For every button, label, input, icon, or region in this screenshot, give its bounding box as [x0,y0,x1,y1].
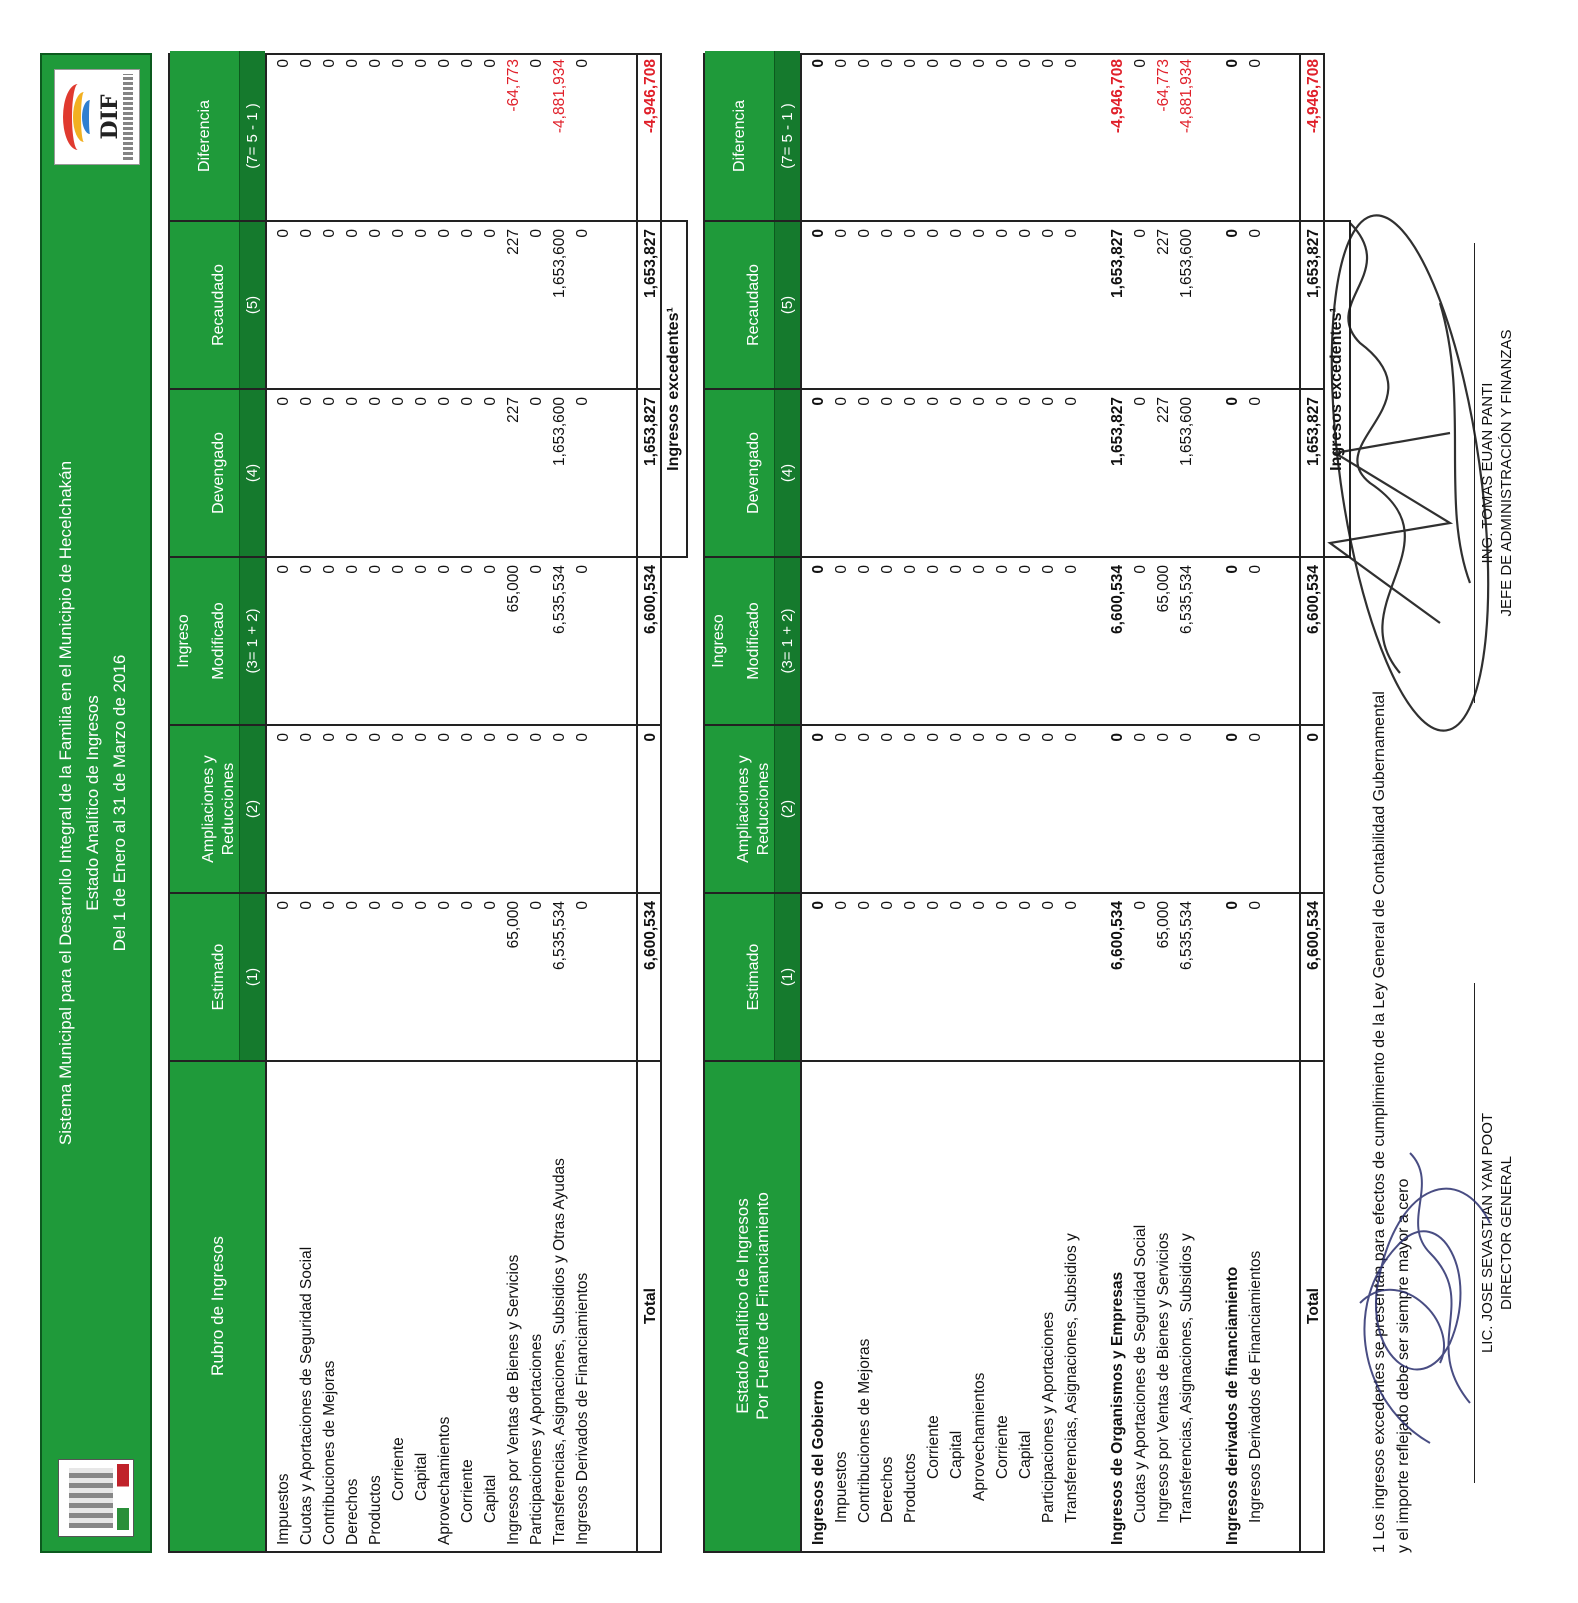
cell-mod: 0 [833,565,850,574]
recaudado-header-text-1: Recaudado [209,264,227,346]
cell-rec: 0 [275,229,292,238]
cell-amp: 0 [1063,733,1080,742]
cell-est: 0 [856,901,873,910]
cell-est: 65,000 [505,901,522,949]
cell-amp: 0 [948,733,965,742]
cell-dev: 0 [948,397,965,406]
cell-amp: 0 [367,733,384,742]
row-label: Ingresos Derivados de Financiamientos [1247,1250,1264,1523]
cell-est: 0 [367,901,384,910]
cell-dif: 0 [902,59,919,68]
cell-dev: 0 [574,397,591,406]
total-dev: 1,653,827 [642,397,659,466]
cell-amp: 0 [344,733,361,742]
cell-dev: 0 [810,397,827,406]
cell-amp: 0 [436,733,453,742]
cell-rec: 1,653,600 [1178,229,1195,298]
cell-rec: 0 [367,229,384,238]
cell-dev: 0 [925,397,942,406]
cell-est: 6,600,534 [1109,901,1126,970]
row-label: Capital [948,1430,965,1479]
cell-amp: 0 [1040,733,1057,742]
cell-rec: 1,653,827 [1109,229,1126,298]
cell-dev: 0 [298,397,315,406]
cell-est: 0 [1224,901,1241,910]
row-label: Aprovechamientos [971,1372,988,1501]
ingreso-group-label: Ingreso [175,614,192,668]
cell-amp: 0 [810,733,827,742]
cell-dif: 0 [879,59,896,68]
cell-rec: 0 [459,229,476,238]
cell-amp: 0 [879,733,896,742]
total-amp: 0 [642,733,659,742]
cell-rec: 0 [1224,229,1241,238]
total-est: 6,600,534 [1305,901,1322,970]
fuente-header-line-1: Estado Analítico de Ingresos [732,1198,752,1414]
footnote-line-1: 1 Los ingresos excedentes se presentan para efectos de cumplimiento de la Ley General de Contabilidad Gubernamental [1371,691,1388,1553]
cell-dev: 0 [1224,397,1241,406]
cell-rec: 227 [1155,229,1172,255]
recaudado-code-text: (5) [244,295,261,315]
cell-amp: 0 [1155,733,1172,742]
cell-amp: 0 [1247,733,1264,742]
cell-dev: 0 [367,397,384,406]
cell-dev: 227 [1155,397,1172,423]
cell-rec: 227 [505,229,522,255]
row-label: Capital [1017,1430,1034,1479]
row-label: Ingresos del Gobierno [810,1380,827,1545]
cell-mod: 0 [1017,565,1034,574]
cell-amp: 0 [321,733,338,742]
cell-est: 0 [948,901,965,910]
cell-mod: 0 [459,565,476,574]
row-label: Corriente [459,1459,476,1523]
cell-dev: 0 [971,397,988,406]
cell-amp: 0 [994,733,1011,742]
report-subtitle: Estado Analítico de Ingresos [83,695,102,911]
cell-est: 6,535,534 [1178,901,1195,970]
cell-est: 0 [459,901,476,910]
row-label: Capital [482,1474,499,1523]
cell-mod: 0 [390,565,407,574]
estimado-code-text: (1) [779,967,796,987]
row-label: Impuestos [833,1451,850,1523]
cell-dev: 0 [344,397,361,406]
ampliaciones-header-text-2: Reducciones [754,762,772,856]
ampliaciones-header-text-2: Reducciones [219,762,237,856]
row-label: Ingresos Derivados de Financiamientos [574,1272,591,1545]
cell-dif: 0 [344,59,361,68]
estimado-header-text-1: Estimado [209,943,227,1011]
cell-mod: 0 [948,565,965,574]
cell-amp: 0 [528,733,545,742]
cell-dif: 0 [1063,59,1080,68]
cell-mod: 0 [856,565,873,574]
cell-amp: 0 [1224,733,1241,742]
cell-mod: 0 [994,565,1011,574]
cell-rec: 0 [482,229,499,238]
ampliaciones-code-text: (2) [779,799,796,819]
cell-dif: 0 [1040,59,1057,68]
cell-dev: 0 [436,397,453,406]
row-label: Participaciones y Aportaciones [1040,1311,1057,1523]
total-rec: 1,653,827 [642,229,659,298]
row-label: Impuestos [275,1473,292,1545]
cell-dif: 0 [810,59,827,68]
cell-mod: 0 [321,565,338,574]
cell-amp: 0 [482,733,499,742]
row-label: Capital [413,1452,430,1501]
cell-rec: 0 [321,229,338,238]
cell-dev: 0 [1017,397,1034,406]
recaudado-code-text: (5) [779,295,796,315]
cell-est: 0 [298,901,315,910]
row-label: Ingresos derivados de financiamiento [1224,1266,1241,1545]
rubro-header-text: Rubro de Ingresos [207,1236,227,1376]
cell-mod: 0 [810,565,827,574]
cell-dif: 0 [948,59,965,68]
cell-mod: 0 [367,565,384,574]
cell-rec: 0 [413,229,430,238]
signature-right-name: ING. TOMAS EUAN PANTI [1479,382,1496,564]
signature-right-title: JEFE DE ADMINISTRACIÓN Y FINANZAS [1498,329,1515,617]
cell-dev: 0 [459,397,476,406]
cell-rec: 0 [436,229,453,238]
cell-amp: 0 [1178,733,1195,742]
total-label: Total [1305,1288,1322,1324]
cell-dif: -4,881,934 [1178,59,1195,134]
total-rec: 1,653,827 [1305,229,1322,298]
cell-est: 0 [344,901,361,910]
cell-est: 0 [1247,901,1264,910]
cell-amp: 0 [902,733,919,742]
total-dev: 1,653,827 [1305,397,1322,466]
cell-rec: 0 [925,229,942,238]
cell-mod: 0 [971,565,988,574]
cell-rec: 0 [856,229,873,238]
row-label: Ingresos de Organismos y Empresas [1109,1271,1126,1545]
estimado-code-text: (1) [244,967,261,987]
devengado-code-text: (4) [244,463,261,483]
cell-est: 0 [482,901,499,910]
cell-amp: 0 [551,733,568,742]
cell-dif: -4,881,934 [551,59,568,134]
row-label: Corriente [925,1415,942,1479]
modificado-code-text: (3= 1 + 2) [779,608,796,674]
row-label: Productos [902,1453,919,1523]
cell-dev: 1,653,600 [1178,397,1195,466]
cell-dif: 0 [275,59,292,68]
cell-mod: 65,000 [1155,565,1172,613]
row-label: Derechos [879,1456,896,1523]
cell-mod: 0 [436,565,453,574]
cell-est: 0 [971,901,988,910]
cell-amp: 0 [505,733,522,742]
cell-dif: 0 [413,59,430,68]
cell-dif: 0 [459,59,476,68]
total-dif: -4,946,708 [1305,59,1322,134]
cell-dif: 0 [574,59,591,68]
cell-dif: 0 [856,59,873,68]
ingreso-group-label: Ingreso [710,614,727,668]
row-label: Aprovechamientos [436,1416,453,1545]
row-label: Corriente [994,1415,1011,1479]
cell-est: 0 [994,901,1011,910]
cell-est: 0 [390,901,407,910]
cell-dif: -64,773 [1155,59,1172,112]
cell-dev: 0 [528,397,545,406]
ampliaciones-header-text-1: Ampliaciones y [199,755,217,863]
cell-rec: 0 [971,229,988,238]
cell-dif: 0 [833,59,850,68]
cell-rec: 0 [994,229,1011,238]
cell-dif: 0 [436,59,453,68]
row-label: Cuotas y Aportaciones de Seguridad Social [298,1246,315,1545]
cell-dev: 0 [1247,397,1264,406]
row-label: Participaciones y Aportaciones [528,1333,545,1545]
cell-est: 65,000 [1155,901,1172,949]
row-label: Contribuciones de Mejoras [856,1338,873,1523]
cell-rec: 0 [1063,229,1080,238]
cell-amp: 0 [298,733,315,742]
cell-dif: 0 [1224,59,1241,68]
diferencia-code-text: (7= 5 - 1 ) [779,103,796,169]
modificado-code-text: (3= 1 + 2) [244,608,261,674]
cell-est: 0 [321,901,338,910]
cell-dev: 0 [833,397,850,406]
ingresos-excedentes-label: Ingresos excedentes¹ [665,307,682,471]
cell-rec: 0 [528,229,545,238]
cell-dev: 0 [321,397,338,406]
cell-dif: 0 [482,59,499,68]
modificado-header-text-1: Modificado [209,602,227,680]
cell-amp: 0 [833,733,850,742]
row-label: Ingresos por Ventas de Bienes y Servicios [1155,1232,1172,1523]
cell-dev: 0 [1132,397,1149,406]
cell-dif: -4,946,708 [1109,59,1126,134]
cell-est: 0 [1132,901,1149,910]
footnote-line-2: y el importe reflejado debe ser siempre mayor a cero [1395,1178,1412,1553]
cell-rec: 0 [1247,229,1264,238]
cell-dev: 0 [994,397,1011,406]
cell-mod: 6,535,534 [551,565,568,634]
cell-amp: 0 [925,733,942,742]
dif-logo-text: DIF [97,94,123,140]
row-label: Transferencias, Asignaciones, Subsidios y Otras Ayudas [551,1158,568,1545]
devengado-header-text-1: Devengado [209,432,227,514]
cell-rec: 0 [833,229,850,238]
cell-dif: 0 [994,59,1011,68]
cell-rec: 0 [902,229,919,238]
total-dif: -4,946,708 [642,59,659,134]
cell-dif: 0 [298,59,315,68]
devengado-code-text: (4) [779,463,796,483]
cell-mod: 0 [482,565,499,574]
cell-mod: 0 [902,565,919,574]
cell-mod: 0 [413,565,430,574]
row-label: Corriente [390,1437,407,1501]
cell-dif: 0 [367,59,384,68]
cell-est: 0 [1017,901,1034,910]
cell-mod: 0 [574,565,591,574]
cell-est: 0 [925,901,942,910]
cell-dif: 0 [971,59,988,68]
cell-dif: 0 [390,59,407,68]
cell-dif: -64,773 [505,59,522,112]
cell-rec: 1,653,600 [551,229,568,298]
cell-dev: 0 [1040,397,1057,406]
cell-dev: 0 [275,397,292,406]
row-label: Ingresos por Ventas de Bienes y Servicios [505,1254,522,1545]
cell-mod: 0 [344,565,361,574]
cell-est: 0 [275,901,292,910]
cell-dev: 0 [902,397,919,406]
signature-left-title: DIRECTOR GENERAL [1498,1156,1515,1310]
cell-amp: 0 [574,733,591,742]
cell-mod: 6,535,534 [1178,565,1195,634]
cell-amp: 0 [1109,733,1126,742]
cell-mod: 6,600,534 [1109,565,1126,634]
cell-est: 0 [833,901,850,910]
cell-dev: 1,653,827 [1109,397,1126,466]
diferencia-header-text-1: Diferencia [730,99,748,173]
cell-est: 0 [1040,901,1057,910]
cell-est: 0 [413,901,430,910]
cell-dif: 0 [925,59,942,68]
report-period: Del 1 de Enero al 31 de Marzo de 2016 [110,654,129,952]
cell-dif: 0 [528,59,545,68]
cell-amp: 0 [275,733,292,742]
cell-rec: 0 [810,229,827,238]
cell-amp: 0 [856,733,873,742]
total-mod: 6,600,534 [1305,565,1322,634]
fuente-header-line-2: Por Fuente de Financiamiento [752,1192,772,1420]
cell-rec: 0 [390,229,407,238]
cell-mod: 0 [528,565,545,574]
total-est: 6,600,534 [642,901,659,970]
row-label: Derechos [344,1478,361,1545]
cell-mod: 0 [925,565,942,574]
cell-amp: 0 [971,733,988,742]
cell-est: 0 [810,901,827,910]
cell-rec: 0 [1132,229,1149,238]
cell-amp: 0 [390,733,407,742]
devengado-header-text-1: Devengado [744,432,762,514]
diferencia-code-text: (7= 5 - 1 ) [244,103,261,169]
row-label: Transferencias, Asignaciones, Subsidios y [1178,1233,1195,1523]
ampliaciones-code-text: (2) [244,799,261,819]
cell-est: 0 [1063,901,1080,910]
cell-dev: 1,653,600 [551,397,568,466]
cell-rec: 0 [298,229,315,238]
cell-est: 0 [574,901,591,910]
cell-dif: 0 [1017,59,1034,68]
cell-rec: 0 [1040,229,1057,238]
cell-mod: 0 [1247,565,1264,574]
cell-amp: 0 [413,733,430,742]
recaudado-header-text-1: Recaudado [744,264,762,346]
cell-mod: 0 [879,565,896,574]
row-label: Transferencias, Asignaciones, Subsidios y [1063,1233,1080,1523]
cell-mod: 0 [298,565,315,574]
signature-left-name: LIC. JOSE SEVASTIAN YAM POOT [1479,1112,1496,1354]
estimado-header-text-1: Estimado [744,943,762,1011]
cell-est: 6,535,534 [551,901,568,970]
ingresos-excedentes-label: Ingresos excedentes¹ [1328,307,1345,471]
cell-dev: 0 [1063,397,1080,406]
cell-dif: 0 [1132,59,1149,68]
cell-mod: 0 [275,565,292,574]
cell-dif: 0 [1247,59,1264,68]
ampliaciones-header-text-1: Ampliaciones y [734,755,752,863]
cell-mod: 0 [1132,565,1149,574]
cell-dif: 0 [321,59,338,68]
cell-est: 0 [528,901,545,910]
total-amp: 0 [1305,733,1322,742]
cell-est: 0 [879,901,896,910]
total-label: Total [642,1288,659,1324]
cell-dev: 0 [482,397,499,406]
cell-est: 0 [436,901,453,910]
cell-rec: 0 [879,229,896,238]
cell-mod: 0 [1040,565,1057,574]
report-title: Sistema Municipal para el Desarrollo Integral de la Familia en el Municipio de Hecelchakán [56,460,75,1146]
modificado-header-text-1: Modificado [744,602,762,680]
row-label: Productos [367,1475,384,1545]
cell-dev: 227 [505,397,522,423]
cell-mod: 65,000 [505,565,522,613]
cell-dev: 0 [413,397,430,406]
cell-amp: 0 [1132,733,1149,742]
row-label: Contribuciones de Mejoras [321,1360,338,1545]
cell-mod: 0 [1224,565,1241,574]
cell-dev: 0 [856,397,873,406]
cell-dev: 0 [390,397,407,406]
cell-rec: 0 [344,229,361,238]
cell-est: 0 [902,901,919,910]
cell-dev: 0 [879,397,896,406]
cell-amp: 0 [459,733,476,742]
cell-rec: 0 [948,229,965,238]
cell-mod: 0 [1063,565,1080,574]
cell-rec: 0 [574,229,591,238]
diferencia-header-text-1: Diferencia [195,99,213,173]
cell-rec: 0 [1017,229,1034,238]
total-mod: 6,600,534 [642,565,659,634]
cell-amp: 0 [1017,733,1034,742]
row-label: Cuotas y Aportaciones de Seguridad Social [1132,1224,1149,1523]
